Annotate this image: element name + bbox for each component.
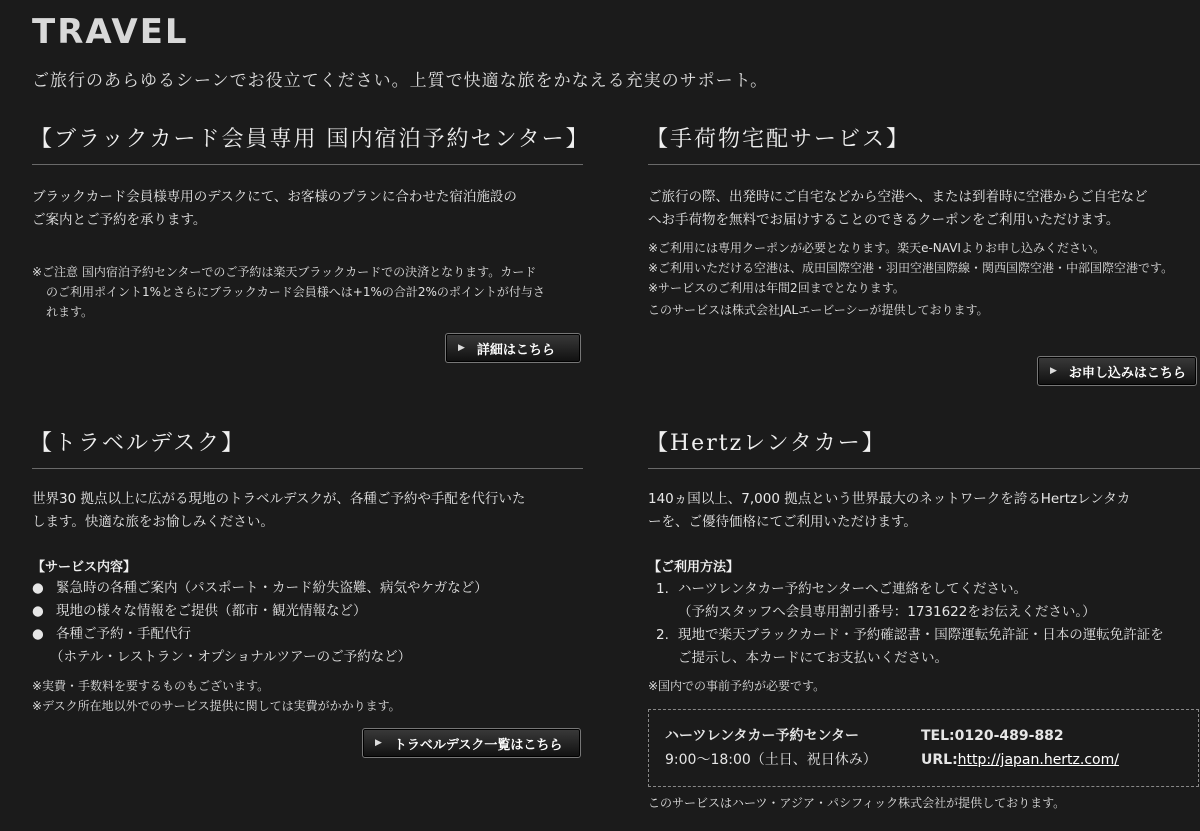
hertz-usage-heading: 【ご利用方法】 <box>648 560 740 575</box>
hertz-description-line: ーを、ご優待価格にてご利用いただけます。 <box>648 514 917 530</box>
desk-description <box>32 488 592 534</box>
page-title: TRAVEL <box>32 12 189 52</box>
desk-divider <box>32 468 583 469</box>
desk-note: ※実費・手数料を要するものもございます。 <box>32 679 270 693</box>
contact-row <box>665 724 1198 748</box>
step-number: 1. <box>656 581 669 597</box>
hertz-divider <box>648 468 1200 469</box>
baggage-section-title: 【手荷物宅配サービス】 <box>646 127 911 152</box>
arrow-right-icon: ▶ <box>375 738 382 748</box>
desk-list-button-label: トラベルデスク一覧はこちら <box>393 737 563 753</box>
baggage-note: ※サービスのご利用は年間2回までとなります。 <box>648 281 905 295</box>
hotel-description-line: ブラックカード会員様専用のデスクにて、お客様のプランに合わせた宿泊施設の <box>32 189 517 205</box>
hertz-note: ※国内での事前予約が必要です。 <box>648 679 826 693</box>
reservation-center-name: ハーツレンタカー予約センター <box>665 728 859 744</box>
list-item <box>32 623 592 646</box>
hertz-steps <box>648 578 1200 670</box>
contact-row <box>665 748 1198 772</box>
list-item <box>648 578 1200 624</box>
business-hours: 9:00〜18:00（土日、祝日休み） <box>665 752 877 768</box>
hotel-description-line: ご案内とご予約を承ります。 <box>32 212 207 228</box>
baggage-apply-button[interactable] <box>1037 356 1197 386</box>
service-text: 現地の様々な情報をご提供（都市・観光情報など） <box>56 603 367 619</box>
step-subtext: ご提示し、本カードにてお支払いください。 <box>678 650 948 666</box>
url-label: URL: <box>921 752 958 768</box>
hertz-provider: このサービスはハーツ・アジア・パシフィック株式会社が提供しております。 <box>648 796 1066 810</box>
bullet-icon: ● <box>32 626 44 642</box>
baggage-description <box>648 186 1200 232</box>
step-text: ハーツレンタカー予約センターへご連絡をしてください。 <box>678 581 1028 597</box>
desk-services-list <box>32 577 592 669</box>
desk-services-heading: 【サービス内容】 <box>32 560 137 575</box>
list-item <box>32 600 592 623</box>
service-text: 緊急時の各種ご案内（パスポート・カード紛失盗難、病気やケガなど） <box>56 580 488 596</box>
arrow-right-icon: ▶ <box>1050 366 1057 376</box>
step-text: 現地で楽天ブラックカード・予約確認書・国際運転免許証・日本の運転免許証を <box>678 627 1164 643</box>
hertz-url-link[interactable]: http://japan.hertz.com/ <box>957 752 1119 768</box>
baggage-provider: このサービスは株式会社JALエービーシーが提供しております。 <box>648 303 989 317</box>
desk-notes <box>32 676 592 716</box>
hertz-description-line: 140ヵ国以上、7,000 拠点という世界最大のネットワークを誇るHertzレンタカ <box>648 491 1131 507</box>
desk-description-line: します。快適な旅をお愉しみください。 <box>32 514 274 530</box>
desk-note: ※デスク所在地以外でのサービス提供に関しては実費がかかります。 <box>32 699 401 713</box>
baggage-notes <box>648 238 1193 320</box>
baggage-description-line: へお手荷物を無料でお届けすることのできるクーポンをご利用いただけます。 <box>648 212 1120 228</box>
bullet-icon: ● <box>32 580 44 596</box>
bullet-icon: ● <box>32 603 44 619</box>
baggage-note: ※ご利用いただける空港は、成田国際空港・羽田空港国際線・関西国際空港・中部国際空港です。 <box>648 261 1174 275</box>
service-text: 各種ご予約・手配代行 <box>56 626 191 642</box>
hotel-details-button[interactable] <box>445 333 581 363</box>
step-subtext: （予約スタッフへ会員専用割引番号：1731622をお伝えください。） <box>678 604 1096 620</box>
hotel-section-title: 【ブラックカード会員専用 国内宿泊予約センター】 <box>30 127 590 152</box>
baggage-note: ※ご利用には専用クーポンが必要となります。楽天e-NAVIよりお申し込みください。 <box>648 241 1105 255</box>
service-sub-text: （ホテル・レストラン・オプショナルツアーのご予約など） <box>50 649 412 665</box>
step-number: 2. <box>656 627 669 643</box>
desk-description-line: 世界30 拠点以上に広がる現地のトラベルデスクが、各種ご予約や手配を代行いた <box>32 491 526 507</box>
list-item <box>32 577 592 600</box>
hotel-details-button-label: 詳細はこちら <box>476 342 555 358</box>
hertz-section-title: 【Hertzレンタカー】 <box>646 431 886 456</box>
desk-list-button[interactable] <box>362 728 581 758</box>
phone-number: TEL:0120-489-882 <box>921 728 1064 744</box>
baggage-description-line: ご旅行の際、出発時にご自宅などから空港へ、または到着時に空港からご自宅など <box>648 189 1148 205</box>
tagline: ご旅行のあらゆるシーンでお役立てください。上質で快適な旅をかなえる充実のサポート。 <box>32 71 769 91</box>
baggage-apply-button-label: お申し込みはこちら <box>1068 365 1186 381</box>
hotel-note: ※ご注意 国内宿泊予約センターでのご予約は楽天ブラックカードでの決済となります。カードのご利用ポイント1%とさらにブラックカード会員様へは+1%の合計2%のポイントが付与されます。 <box>32 265 545 319</box>
hotel-description <box>32 186 592 232</box>
desk-section-title: 【トラベルデスク】 <box>30 431 246 456</box>
baggage-divider <box>648 164 1200 165</box>
list-item <box>32 646 592 669</box>
hertz-description <box>648 488 1200 534</box>
hertz-contact-box <box>648 709 1199 787</box>
arrow-right-icon: ▶ <box>458 343 465 353</box>
hotel-divider <box>32 164 583 165</box>
list-item <box>648 624 1200 670</box>
